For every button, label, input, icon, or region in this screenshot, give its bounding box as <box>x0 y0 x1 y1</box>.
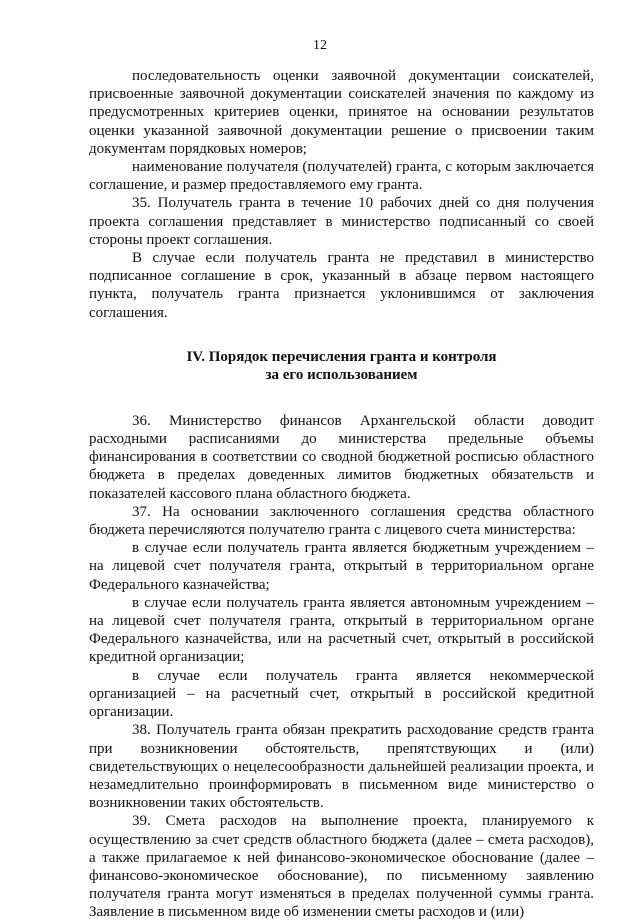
document-body <box>89 67 594 922</box>
section-title-line-1: IV. Порядок перечисления гранта и контроля <box>186 348 497 365</box>
paragraph-37: 37. На основании заключенного соглашения средства областного бюджета перечисляются получателю гранта с лицевого счета министерства: <box>89 503 594 539</box>
paragraph-39: 39. Смета расходов на выполнение проекта, планируемого к осуществлению за счет средств областного бюджета (далее – смета расходов), а также прилагаемое к ней финансово-экономическое обоснование (далее – финансово-экономическое обоснование), по письменному заявлению получателя гранта могут изменяться в пределах полученной суммы гранта. Заявление в письменном виде об изменении сметы расходов и (или) <box>89 813 594 921</box>
section-title <box>89 348 594 385</box>
paragraph-evaluation-sequence: последовательность оценки заявочной документации соискателей, присвоенные заявочной документации соискателей значения по каждому из предусмотренных критериев оценки, принятое на основании результатов оценки указанной заявочной документации решение о присвоении таким документам порядковых номеров; <box>89 68 594 157</box>
page-number: 12 <box>313 38 327 53</box>
paragraph-36: 36. Министерство финансов Архангельской области доводит расходными расписаниями до министерства предельные объемы финансирования в соответствии со сводной бюджетной росписью областного бюджета в пределах доведенных лимитов бюджетных обязательств и показателей кассового плана областного бюджета. <box>89 412 594 502</box>
paragraph-37-nonprofit: в случае если получатель гранта является некоммерческой организацией – на расчетный счет, открытый в российской кредитной организации. <box>89 667 594 721</box>
paragraph-recipient-name: наименование получателя (получателей) гранта, с которым заключается соглашение, и размер предоставляемого ему гранта. <box>89 159 594 194</box>
paragraph-37-autonomous-institution: в случае если получатель гранта является автономным учреждением – на лицевой счет получателя гранта, открытый в территориальном органе Федерального казначейства, или на расчетный счет, открытый в российской кредитной организации; <box>89 594 594 666</box>
section-title-line-2: за его использованием <box>265 367 418 384</box>
paragraph-38: 38. Получатель гранта обязан прекратить расходование средств гранта при возникновении обстоятельств, препятствующих и (или) свидетельствующих о нецелесообразности дальнейшей реализации проекта, и незамедлительно проинформировать в письменном виде министерство о возникновении таких обстоятельств. <box>89 722 594 812</box>
paragraph-37-budget-institution: в случае если получатель гранта является бюджетным учреждением – на лицевой счет получателя гранта, открытый в территориальном органе Федерального казначейства; <box>89 540 594 593</box>
paragraph-35: 35. Получатель гранта в течение 10 рабочих дней со дня получения проекта соглашения представляет в министерство подписанный со своей стороны проект соглашения. <box>89 195 594 248</box>
paragraph-35-refusal: В случае если получатель гранта не представил в министерство подписанное соглашение в срок, указанный в абзаце первом настоящего пункта, получатель гранта признается уклонившимся от заключения соглашения. <box>89 250 594 321</box>
